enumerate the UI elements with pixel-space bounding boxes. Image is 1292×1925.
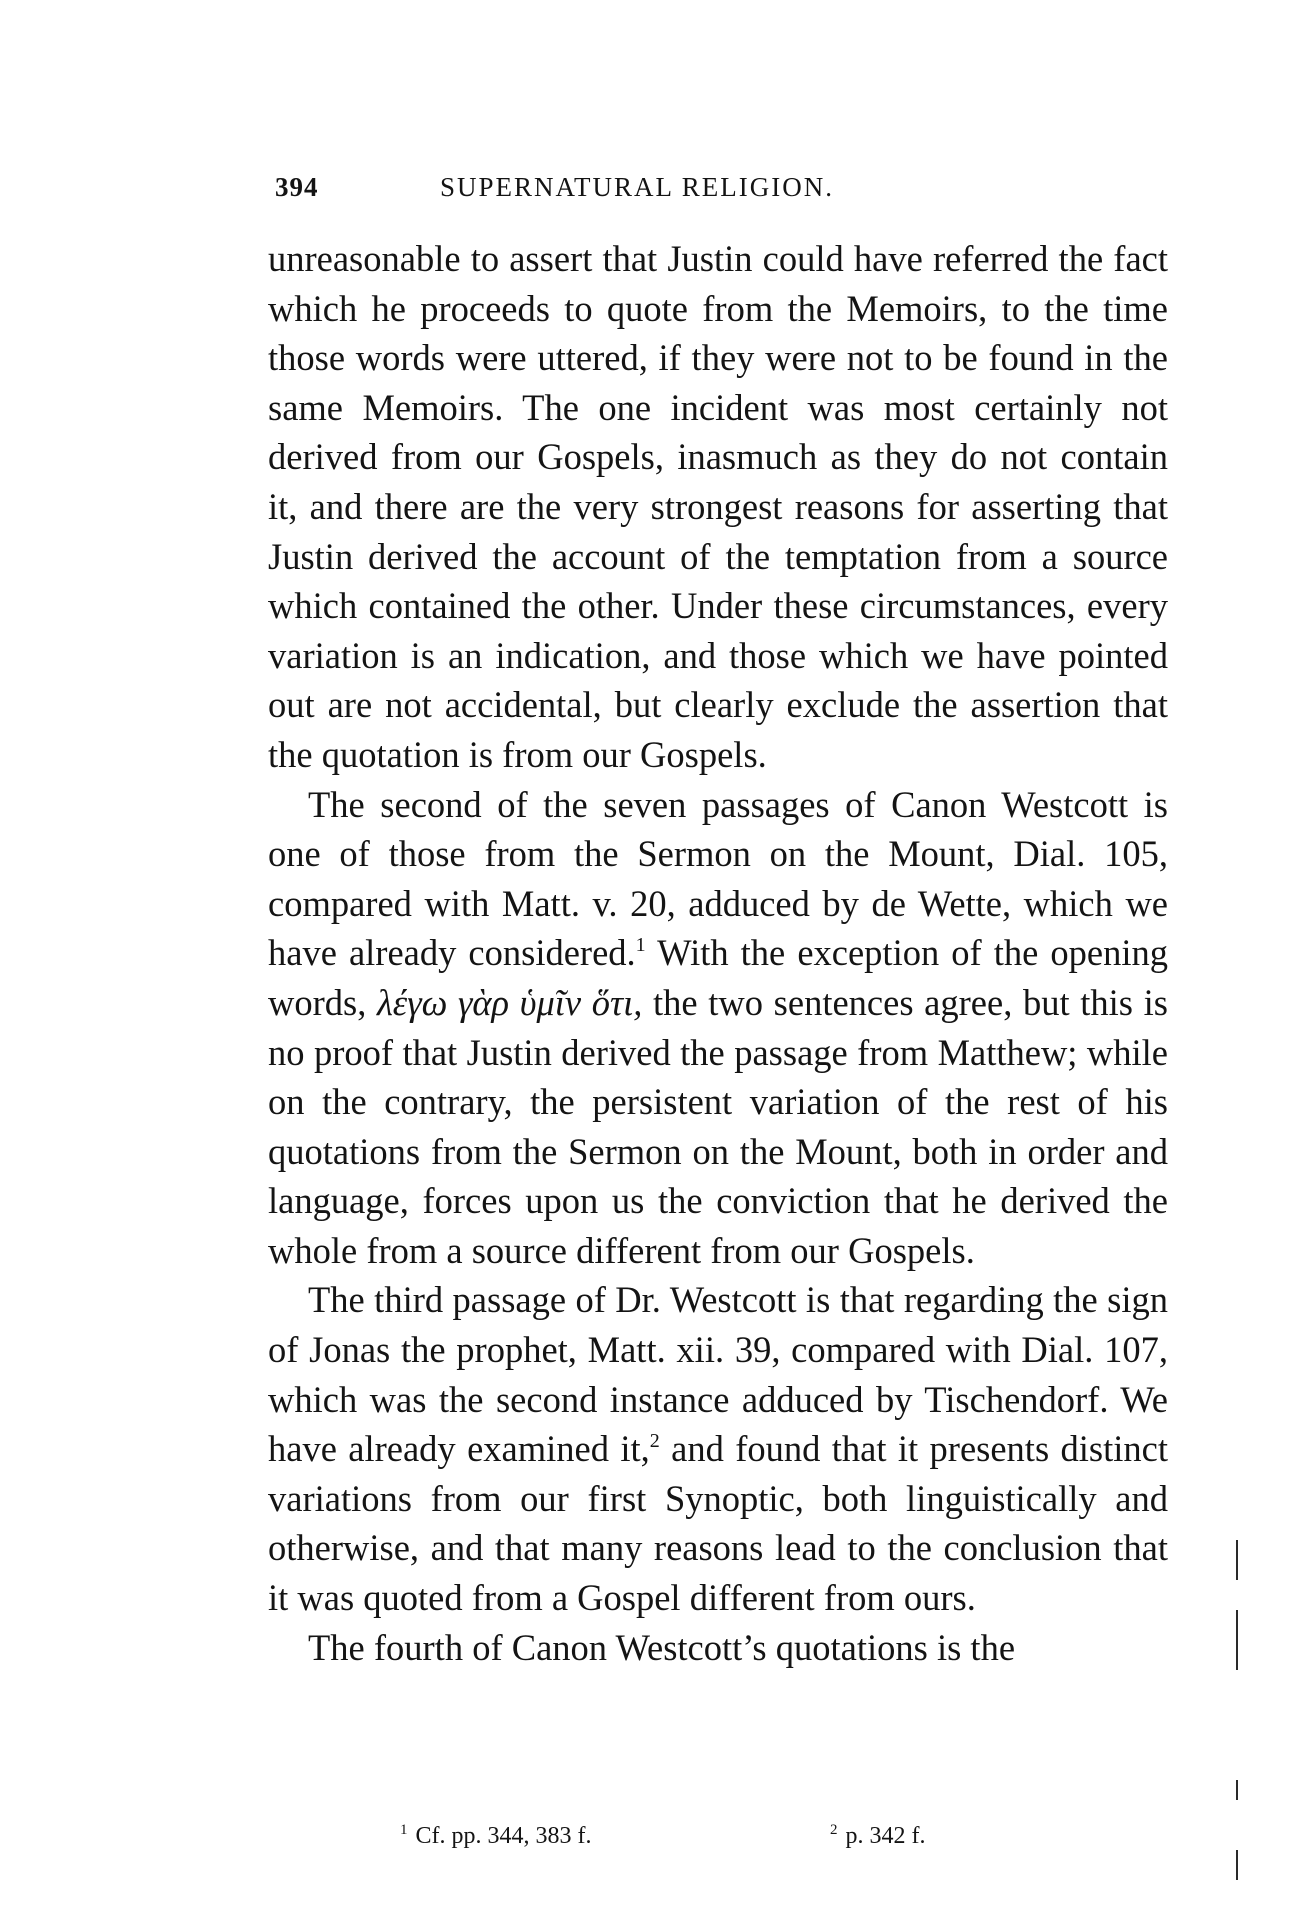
scan-edge-mark [1236, 1780, 1238, 1800]
paragraph-2 [268, 780, 1168, 1276]
paragraph-2-text-start: The second of the seven passages of Canon Westcott is one of those from the Sermon on the Mount, Dial. 105, compared with Matt. v. 20, adduced by de Wette, which we have already considered. [268, 783, 1168, 974]
scan-edge-mark [1236, 1540, 1238, 1580]
footnote-ref-1: 1 [635, 934, 646, 957]
paragraph-4-text: The fourth of Canon Westcott’s quotations is the [308, 1626, 1016, 1668]
paragraph-2-text-end: the two sentences agree, but this is no proof that Justin derived the passage from Matthew; while on the contrary, the persistent variation of the rest of his quotations from the Sermon on the Mount, both in order and language, forces upon us the conviction that he derived the whole from a source different from our Gospels. [268, 981, 1169, 1271]
footnote-1-mark: 1 [400, 1822, 408, 1838]
scan-edge-mark [1236, 1610, 1238, 1670]
running-title: SUPERNATURAL RELIGION. [440, 172, 834, 202]
body-text [268, 234, 1168, 1672]
footnote-1-text: Cf. pp. 344, 383 f. [415, 1823, 592, 1849]
paragraph-1 [268, 234, 1168, 780]
paragraph-4 [268, 1623, 1168, 1673]
footnote-2-text: p. 342 f. [845, 1823, 926, 1849]
paragraph-1-text: unreasonable to assert that Justin could have referred the fact which he proceeds to quote from the Memoirs, to the time those words were uttered, if they were not to be found in the same Memoirs. The one incident was most certainly not derived from our Gospels, inasmuch as they do not contain it, and there are the very strongest reasons for asserting that Justin derived the account of the temptation from a source which contained the other. Under these circumstances, every variation is an indication, and those which we have pointed out are not accidental, but clearly exclude the assertion that the quotation is from our Gospels. [268, 238, 1168, 775]
footnote-ref-2: 2 [649, 1430, 660, 1453]
footnotes [400, 1822, 1000, 1862]
footnote-2-mark: 2 [830, 1822, 838, 1838]
footnote-2 [830, 1822, 926, 1850]
greek-phrase: λέγω γὰρ ὑμῖν ὅτι, [377, 981, 643, 1023]
paragraph-2-text-middle: With the exception of the opening words, [268, 932, 1168, 1023]
footnote-1 [400, 1822, 592, 1850]
paragraph-3-text-start: The third passage of Dr. Westcott is that regarding the sign of Jonas the prophet, Matt. xii. 39, compared with Dial. 107, which was the second instance adduced by Tischendorf. We have already examined it, [268, 1279, 1168, 1470]
running-head [275, 172, 955, 212]
page-number: 394 [275, 172, 319, 202]
scan-edge-mark [1236, 1850, 1238, 1880]
paragraph-3 [268, 1275, 1168, 1622]
paragraph-3-text-end: and found that it presents distinct variations from our first Synoptic, both linguistically and otherwise, and that many reasons lead to the conclusion that it was quoted from a Gospel different from ours. [268, 1428, 1168, 1619]
